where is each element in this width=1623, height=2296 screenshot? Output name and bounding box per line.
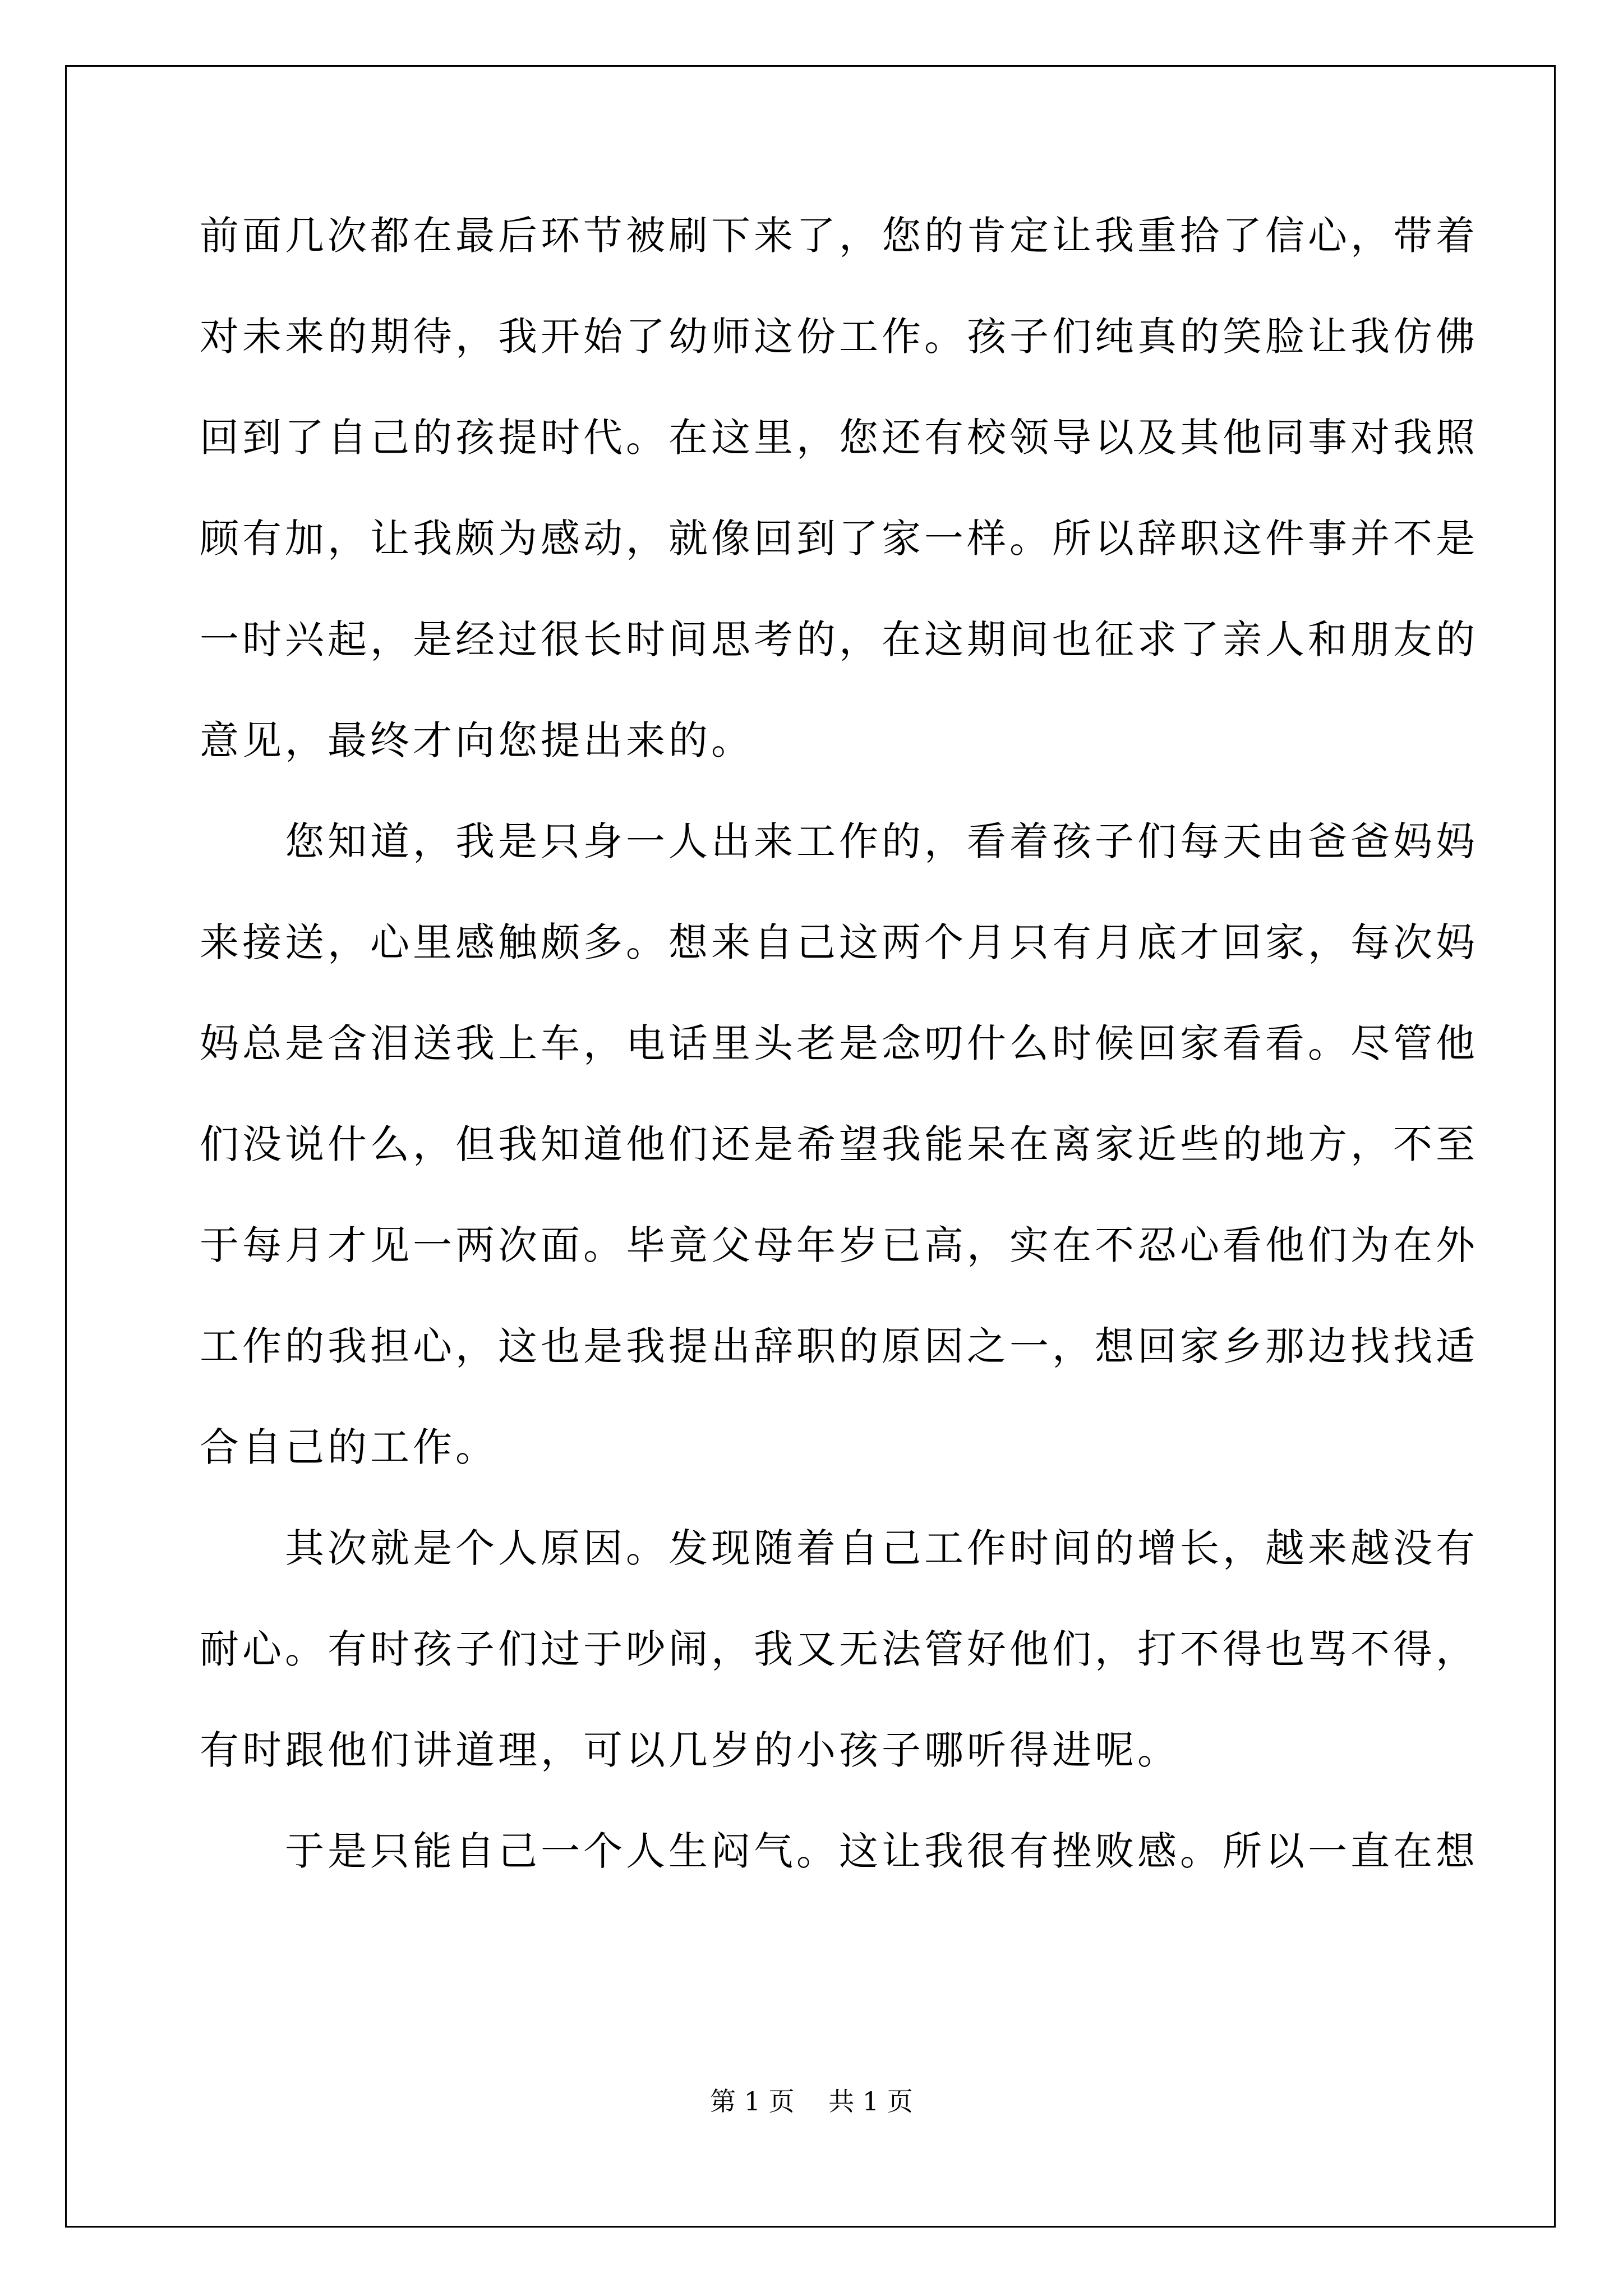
text-line: 妈总是含泪送我上车，电话里头老是念叨什么时候回家看看。尽管他: [200, 1020, 1478, 1066]
text-line: 对未来的期待，我开始了幼师这份工作。孩子们纯真的笑脸让我仿佛: [200, 314, 1478, 360]
text-line: 有时跟他们讲道理，可以几岁的小孩子哪听得进呢。: [200, 1727, 1180, 1773]
text-line: 回到了自己的孩提时代。在这里，您还有校领导以及其他同事对我照: [200, 415, 1478, 461]
text-line: 前面几次都在最后环节被刷下来了，您的肯定让我重拾了信心，带着: [200, 213, 1478, 259]
text-line: 们没说什么，但我知道他们还是希望我能呆在离家近些的地方，不至: [200, 1121, 1478, 1167]
text-line: 工作的我担心，这也是我提出辞职的原因之一，想回家乡那边找找适: [200, 1323, 1478, 1369]
text-line: 意见，最终才向您提出来的。: [200, 717, 754, 763]
text-line: 其次就是个人原因。发现随着自己工作时间的增长，越来越没有: [200, 1525, 1478, 1571]
text-line: 您知道，我是只身一人出来工作的，看着孩子们每天由爸爸妈妈: [200, 818, 1478, 864]
text-line: 一时兴起，是经过很长时间思考的，在这期间也征求了亲人和朋友的: [200, 616, 1478, 662]
text-line: 耐心。有时孩子们过于吵闹，我又无法管好他们，打不得也骂不得，: [200, 1626, 1478, 1672]
text-line: 于是只能自己一个人生闷气。这让我很有挫败感。所以一直在想: [200, 1828, 1478, 1874]
text-line: 于每月才见一两次面。毕竟父母年岁已高，实在不忍心看他们为在外: [200, 1222, 1478, 1268]
page-footer: 第 1 页 共 1 页: [710, 2086, 913, 2116]
text-line: 顾有加，让我颇为感动，就像回到了家一样。所以辞职这件事并不是: [200, 516, 1478, 562]
text-line: 合自己的工作。: [200, 1424, 498, 1470]
text-line: 来接送，心里感触颇多。想来自己这两个月只有月底才回家，每次妈: [200, 919, 1478, 965]
